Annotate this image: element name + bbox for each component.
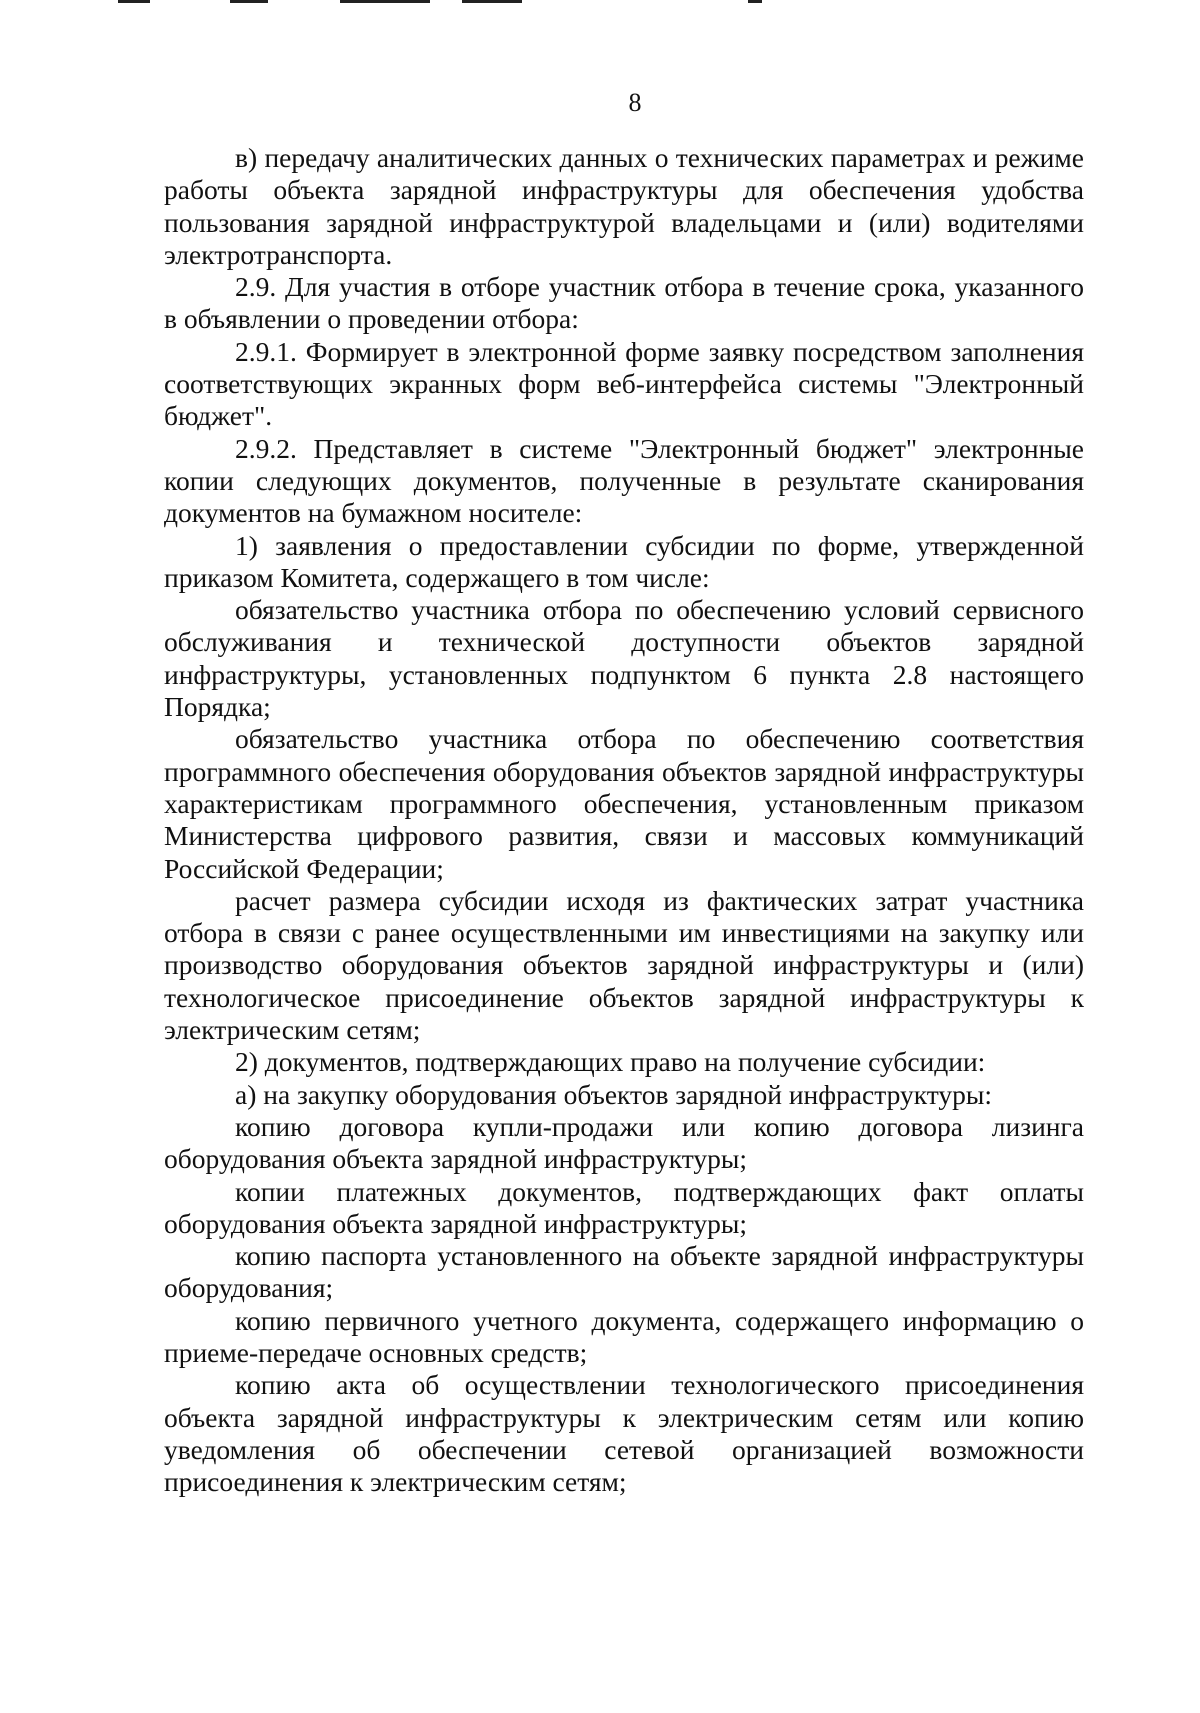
paragraph: а) на закупку оборудования объектов зарядной инфраструктуры:: [235, 1078, 993, 1110]
page-number: 8: [628, 88, 642, 117]
paragraph: копию первичного учетного документа, содержащего информацию о приеме-передаче основных средств;: [164, 1304, 1084, 1368]
paragraph: копию договора купли-продажи или копию договора лизинга оборудования объекта зарядной инфраструктуры;: [164, 1110, 1084, 1175]
paragraph: обязательство участника отбора по обеспечению соответствия программного обеспечения оборудования объектов зарядной инфраструктуры характеристикам программного обеспечения, установленным приказом Министерства цифрового развития, связи и массовых коммуникаций Российской Федерации;: [164, 723, 1084, 884]
paragraph: копию паспорта установленного на объекте зарядной инфраструктуры оборудования;: [164, 1240, 1084, 1304]
paragraph: 2.9.2. Представляет в системе "Электронный бюджет" электронные копии следующих документов, полученные в результате сканирования документов на бумажном носителе:: [164, 432, 1084, 529]
paragraph: расчет размера субсидии исходя из фактических затрат участника отбора в связи с ранее осуществленными им инвестициями на закупку или производство оборудования объектов зарядной инфраструктуры и (или) технологическое присоединение объектов зарядной инфраструктуры к электрическим сетям;: [164, 884, 1084, 1046]
paragraph: 2) документов, подтверждающих право на получение субсидии:: [235, 1046, 986, 1078]
paragraph: обязательство участника отбора по обеспечению условий сервисного обслуживания и технической доступности объектов зарядной инфраструктуры, установленных подпунктом 6 пункта 2.8 настоящего Порядка;: [164, 594, 1084, 723]
paragraph: копии платежных документов, подтверждающих факт оплаты оборудования объекта зарядной инфраструктуры;: [164, 1175, 1084, 1239]
paragraph: 2.9.1. Формирует в электронной форме заявку посредством заполнения соответствующих экранных форм веб-интерфейса системы "Электронный бюджет".: [164, 335, 1084, 432]
paragraph: 1) заявления о предоставлении субсидии по форме, утвержденной приказом Комитета, содержащего в том числе:: [164, 529, 1084, 593]
paragraph: копию акта об осуществлении технологического присоединения объекта зарядной инфраструктуры к электрическим сетям или копию уведомления об обеспечении сетевой организацией возможности присоединения к электрическим сетям;: [164, 1369, 1084, 1498]
paragraph: в) передачу аналитических данных о технических параметрах и режиме работы объекта зарядной инфраструктуры для обеспечения удобства пользования зарядной инфраструктурой владельцами и (или) водителями электротранспорта.: [164, 142, 1084, 270]
paragraph: 2.9. Для участия в отборе участник отбора в течение срока, указанного в объявлении о проведении отбора:: [164, 271, 1084, 335]
scan-edge-marks: [0, 0, 1200, 4]
document-body: [164, 142, 1084, 1498]
